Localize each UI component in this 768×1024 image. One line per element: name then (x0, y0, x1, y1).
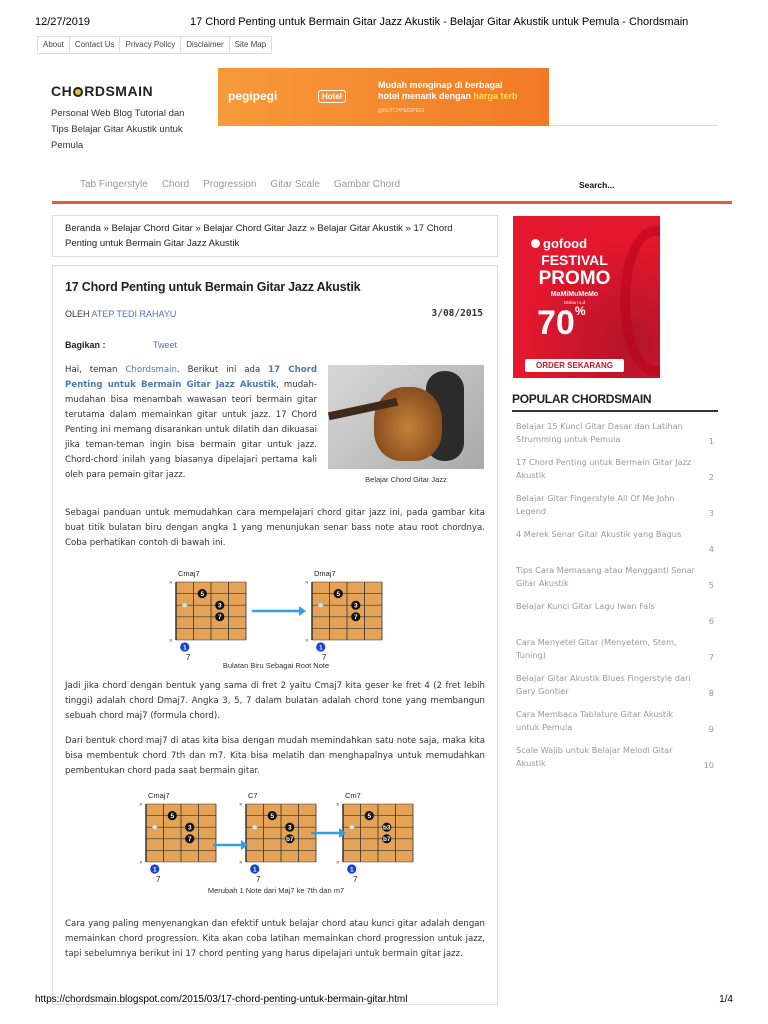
popular-item[interactable] (516, 708, 718, 744)
root-note-label: 1 (182, 644, 187, 652)
fret-number: 7 (322, 653, 327, 662)
popular-list (516, 420, 718, 780)
menu-gambar-chord[interactable]: Gambar Chord (333, 179, 401, 190)
chord-name: Dmaj7 (314, 569, 336, 578)
chord-diagram (305, 569, 382, 662)
print-date: 12/27/2019 (35, 16, 91, 28)
chord-name: Cmaj7 (178, 569, 200, 578)
muted-string-mark: × (239, 802, 243, 809)
chord-tone-label: 3 (217, 602, 222, 610)
popular-item[interactable] (516, 744, 718, 780)
ad-percent-sign: % (574, 304, 586, 318)
popular-item-link[interactable]: Belajar 15 Kunci Gitar Dasar dan Latihan Strumming untuk Pemula (516, 421, 683, 444)
progression-paragraph: Cara yang paling menyenangkan dan efektif untuk belajar chord atau kunci gitar adalah dengan memainkan chord progression. Kita akan coba latihan memainkan chord progression untuk jazz, tapi sebelumnya berikut ini 17 chord penting yang harus dipelajari untuk bermain gitar jazz. (65, 919, 485, 959)
breadcrumb[interactable]: Beranda » Belajar Chord Gitar » Belajar Chord Gitar Jazz » Belajar Gitar Akustik » 17 Chord Penting untuk Bermain Gitar Jazz Akustik (52, 215, 498, 257)
ad-headline-2 (378, 91, 518, 101)
chord-diagram (239, 791, 316, 884)
figure-2-caption: Merubah 1 Note dari Maj7 ke 7th dan m7 (207, 886, 345, 895)
muted-string-mark: × (139, 802, 143, 809)
popular-item-link[interactable]: Belajar Gitar Akustik Blues Fingerstyle dari Gary Gontier (516, 673, 691, 696)
muted-string-mark: × (169, 638, 173, 645)
chord-tone-label: 3 (353, 602, 358, 610)
chord-figure-1 (53, 561, 499, 673)
main-menu (80, 179, 414, 190)
article-link[interactable]: 17 Chord Penting untuk Bermain Gitar Jazz Akustik (65, 365, 318, 390)
gofood-icon (531, 239, 540, 248)
muted-dot (349, 825, 354, 830)
popular-item[interactable] (516, 456, 718, 492)
ad-slogan: MaMiMuMeMo (550, 291, 599, 298)
ad-percent (537, 304, 586, 343)
muted-string-mark: × (139, 860, 143, 867)
ad-discount-label: Diskon s.d (563, 300, 585, 305)
fret-number: 7 (256, 875, 261, 884)
popular-item-rank: 10 (703, 760, 714, 770)
figure-1-caption: Bulatan Biru Sebagai Root Note (222, 661, 330, 670)
site-tagline: Personal Web Blog Tutorial dan Tips Belajar Gitar Akustik untuk Pemula (51, 108, 185, 151)
chord-tone-label: 7 (217, 614, 222, 622)
muted-string-mark: × (336, 860, 340, 867)
chord-name: C7 (248, 791, 258, 800)
ad-gofood-brand (531, 236, 587, 251)
search-input[interactable]: Search... (579, 180, 615, 190)
header-divider (549, 125, 718, 126)
ad-festival: FESTIVAL (541, 252, 608, 268)
muted-string-mark: × (305, 638, 309, 645)
chord-tone-label: 5 (270, 813, 275, 820)
chord-name: Cmaj7 (148, 791, 170, 800)
popular-item-rank: 6 (708, 616, 714, 626)
muted-string-mark: × (336, 802, 340, 809)
author-link[interactable]: ATEP TEDI RAHAYU (91, 309, 177, 319)
chord-tone-label: 7 (353, 614, 358, 622)
order-now-button[interactable]: ORDER SEKARANG (525, 359, 624, 372)
muted-dot (152, 825, 157, 830)
chord-tone-label: 5 (336, 591, 341, 598)
popular-item[interactable] (516, 420, 718, 456)
chord-diagram (169, 569, 246, 662)
logo-text-start: CH (51, 83, 73, 99)
root-note-label: 1 (318, 644, 323, 652)
popular-item-link[interactable]: Scale Wajib untuk Belajar Melodi Gitar Akustik (516, 745, 673, 768)
popular-heading: POPULAR CHORDSMAIN (512, 392, 652, 406)
transpose-paragraph: Jadi jika chord dengan bentuk yang sama di fret 2 yaitu Cmaj7 kita geser ke fret 4 (2 fret lebih tinggi) adalah chord Dmaj7. Angka 3, 5, 7 dalam bulatan adalah chord tone yang membangun sebuah chord maj7 (formula chord). (65, 681, 485, 721)
chord-diagram (336, 791, 413, 884)
menu-gitar-scale[interactable]: Gitar Scale (270, 179, 320, 190)
popular-item[interactable] (516, 600, 718, 636)
chord-name: Cm7 (345, 791, 361, 800)
popular-underline (512, 410, 718, 412)
banner-ad[interactable] (218, 68, 549, 126)
chord-tone-label: 3 (287, 824, 292, 832)
popular-item-link[interactable]: Cara Menyetel Gitar (Menyetem, Stem, Tuning) (516, 637, 677, 660)
popular-item-rank: 7 (708, 652, 714, 662)
nav-sitemap-link[interactable]: Site Map (234, 40, 267, 49)
menu-progression[interactable]: Progression (203, 179, 257, 190)
intro-paragraph (65, 363, 317, 483)
chordsmain-link[interactable]: Chordsmain (125, 365, 177, 375)
intro-text-c: , mudah-mudahan bisa menambah wawasan teori bermain gitar terutama dalam memainkan gitar untuk jazz. 17 Chord Penting ini memang disarankan untuk dilatih dan dikuasai jika teman-teman ingin bisa bermain gitar untuk jazz. Chord-chord inilah yang biasanya dipelajari pertama kali oleh para pemain gitar jazz. (65, 380, 317, 480)
chord-tone-label: 5 (170, 813, 175, 820)
popular-item-rank: 5 (708, 580, 714, 590)
popular-item-link[interactable]: Belajar Gitar Fingerstyle All Of Me John Legend (516, 493, 675, 516)
ad-gofood-text: gofood (543, 236, 588, 251)
chord-tone-label: b3 (382, 824, 391, 832)
popular-item-rank: 1 (708, 436, 714, 446)
popular-item-rank: 2 (708, 472, 714, 482)
byline-prefix: OLEH (65, 309, 92, 319)
popular-item-link[interactable]: 17 Chord Penting untuk Bermain Gitar Jazz Akustik (516, 457, 692, 480)
chord-tone-label: 5 (200, 591, 205, 598)
top-nav (37, 36, 272, 54)
sidebar-ad[interactable] (513, 216, 660, 378)
ad-headline-2-highlight: harga terb (473, 91, 518, 101)
post-byline (65, 309, 176, 319)
menu-accent-bar (52, 201, 732, 204)
popular-item[interactable] (516, 528, 718, 564)
popular-item-rank: 4 (708, 544, 714, 554)
ad-handle: @KUTCHPEGIPEGI (378, 108, 425, 114)
popular-item-link[interactable]: Belajar Kunci Gitar Lagu Iwan Fals (516, 601, 655, 611)
muted-string-mark: × (239, 860, 243, 867)
print-title: 17 Chord Penting untuk Bermain Gitar Jazz Akustik - Belajar Gitar Akustik untuk Pemula - Chordsmain (190, 16, 689, 28)
chord-tone-label: b7 (382, 836, 391, 844)
fret-number: 7 (156, 875, 161, 884)
menu-chord[interactable]: Chord (161, 179, 190, 190)
logo-text-end: RDSMAIN (84, 83, 154, 99)
popular-item-rank: 3 (708, 508, 714, 518)
chord-tone-label: 3 (187, 824, 192, 832)
popular-item-rank: 9 (708, 724, 714, 734)
popular-item[interactable] (516, 564, 718, 600)
ad-brand: pegipegi (228, 89, 278, 103)
print-page-number: 1/4 (719, 994, 733, 1005)
chord-figure-2-svg (53, 788, 499, 886)
root-note-label: 1 (152, 866, 157, 874)
variation-paragraph: Dari bentuk chord maj7 di atas kita bisa dengan mudah memindahkan satu note saja, maka kita bisa membentuk chord 7th dan m7. Kita bisa melatih dan menghapalnya untuk memudahkan pembentukan chord pada saat bermain gitar. (65, 736, 485, 776)
menu-tab-fingerstyle[interactable]: Tab Fingerstyle (80, 179, 148, 190)
chord-tone-label: 7 (187, 836, 192, 844)
nav-privacy-link[interactable]: Privacy Policy (120, 37, 181, 53)
photo-guitar-body (374, 387, 442, 461)
chord-diagram (139, 791, 216, 884)
ad-promo: PROMO (538, 268, 611, 289)
popular-item[interactable] (516, 636, 718, 672)
popular-item-link[interactable]: 4 Merek Senar Gitar Akustik yang Bagus (516, 529, 682, 539)
logo-guitar-pick-icon (73, 87, 83, 97)
chord-figure-1-svg (53, 561, 499, 673)
muted-string-mark: × (305, 580, 309, 587)
chord-tone-label: 5 (367, 813, 372, 820)
root-note-label: 1 (349, 866, 354, 874)
post-date: 3/08/2015 (431, 308, 483, 319)
chord-tone-label: b7 (285, 836, 294, 844)
photo-caption: Belajar Chord Gitar Jazz (365, 475, 447, 484)
post-article (52, 265, 498, 1005)
root-note-label: 1 (252, 866, 257, 874)
post-title: 17 Chord Penting untuk Bermain Gitar Jazz Akustik (65, 280, 361, 294)
muted-dot (318, 603, 323, 608)
fret-number: 7 (353, 875, 358, 884)
popular-item-link[interactable]: Tips Cara Memasang atau Mengganti Senar Gitar Akustik (516, 565, 695, 588)
muted-dot (182, 603, 187, 608)
popular-item[interactable] (516, 672, 718, 708)
chord-figure-2 (53, 788, 499, 886)
intro-text-b: . Berikut ini ada (176, 365, 269, 375)
fret-number: 7 (186, 653, 191, 662)
tweet-button[interactable]: Tweet (153, 340, 178, 350)
ad-percent-value: 70 (537, 304, 575, 342)
popular-item[interactable] (516, 492, 718, 528)
muted-dot (252, 825, 257, 830)
ad-headline-2-text: hotel menarik dengan (378, 91, 474, 101)
nav-disclaimer-link[interactable]: Disclaimer (181, 37, 229, 53)
arrow-head-icon (299, 606, 306, 616)
guide-paragraph: Sebagai panduan untuk memudahkan cara mempelajari chord gitar jazz ini, pada gambar kita buat titik bulatan biru dengan angka 1 yang menunjukan senar bass note atau root chordnya. Coba perhatikan contoh di bawah ini. (65, 508, 485, 548)
nav-contact-link[interactable]: Contact Us (70, 37, 121, 53)
print-url: https://chordsmain.blogspot.com/2015/03/17-chord-penting-untuk-bermain-gitar.html (35, 994, 408, 1005)
popular-item-link[interactable]: Cara Membaca Tablature Gitar Akustik untuk Pemula (516, 709, 674, 732)
nav-about-link[interactable]: About (38, 37, 70, 53)
popular-item-rank: 8 (708, 688, 714, 698)
guitar-photo (328, 365, 484, 469)
ad-badge: Hotel (318, 90, 346, 103)
muted-string-mark: × (169, 580, 173, 587)
site-logo[interactable] (51, 83, 153, 99)
share-label: Bagikan : (65, 340, 106, 350)
ad-headline-1: Mudah menginap di berbagai (378, 80, 503, 90)
intro-text-a: Hai, teman (65, 365, 126, 375)
